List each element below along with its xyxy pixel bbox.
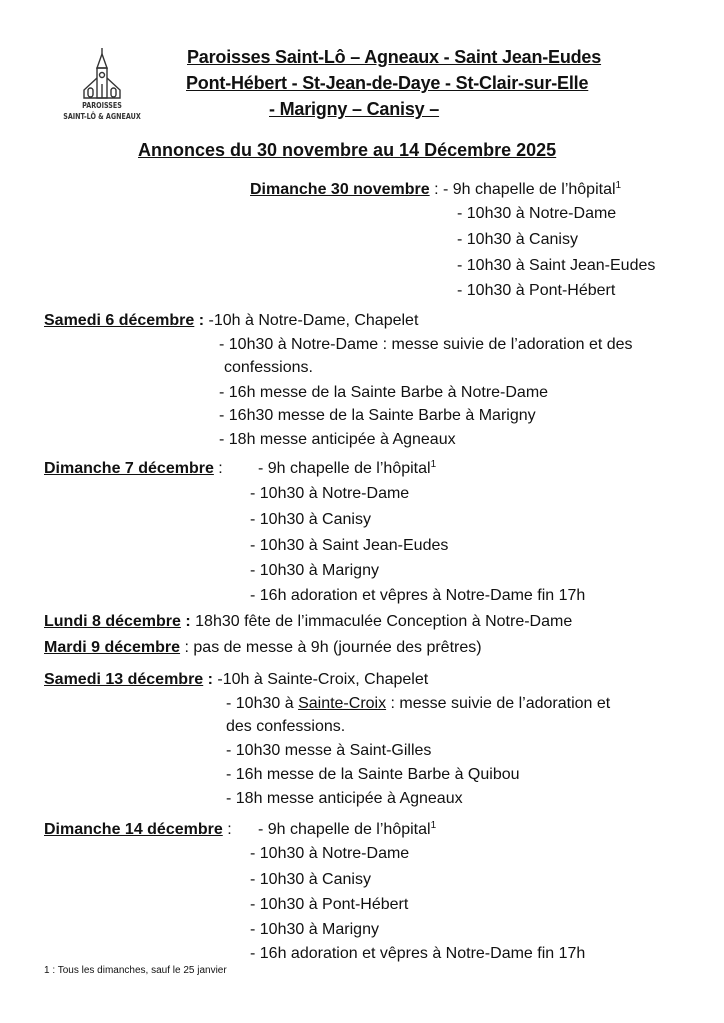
schedule-item: - 10h30 à — [226, 695, 299, 712]
location-underlined: Sainte-Croix — [298, 695, 387, 712]
separator: : — [180, 639, 194, 656]
schedule-item: - 18h messe anticipée à Agneaux — [219, 431, 456, 448]
separator: : — [213, 460, 223, 477]
footnote-ref: 1 — [430, 459, 437, 470]
logo-line-2: SAINT-LÔ & AGNEAUX — [63, 112, 141, 121]
day-entry-7-dec — [44, 459, 223, 479]
schedule-item-row — [258, 820, 436, 840]
schedule-item: - 16h messe de la Sainte Barbe à Quibou — [226, 766, 520, 783]
schedule-item: -10h à Notre-Dame, Chapelet — [208, 312, 419, 329]
day-entry-30-nov — [250, 180, 621, 200]
footnote-ref: 1 — [615, 180, 622, 191]
day-entry-13-dec — [44, 670, 428, 690]
schedule-item: - 10h30 à Saint Jean-Eudes — [457, 257, 656, 274]
schedule-item: - 10h30 à Saint Jean-Eudes — [250, 537, 449, 554]
day-entry-9-dec — [44, 638, 482, 658]
schedule-item: - 10h30 à Notre-Dame — [457, 205, 617, 222]
day-label: Dimanche 14 décembre — [44, 821, 223, 838]
schedule-item-row — [258, 459, 436, 479]
header-line-1: Paroisses Saint-Lô – Agneaux - Saint Jean-Eudes — [187, 47, 602, 67]
schedule-item: - 9h chapelle de l’hôpital — [258, 821, 431, 838]
separator: : — [429, 181, 443, 198]
schedule-item: - 10h30 à Canisy — [250, 511, 371, 528]
schedule-item: - 10h30 à Canisy — [457, 231, 578, 248]
schedule-item: - 10h30 à Marigny — [250, 562, 379, 579]
schedule-item: -10h à Sainte-Croix, Chapelet — [217, 671, 429, 688]
schedule-item: - 16h30 messe de la Sainte Barbe à Marigny — [219, 407, 536, 424]
day-label: Samedi 6 décembre — [44, 312, 195, 329]
schedule-item: pas de messe à 9h (journée des prêtres) — [193, 639, 482, 656]
schedule-item: - 10h30 à Notre-Dame : messe suivie de l’adoration et des — [219, 336, 633, 353]
church-icon — [82, 48, 122, 100]
schedule-item: - 9h chapelle de l’hôpital — [442, 181, 616, 198]
schedule-item: - 10h30 messe à Saint-Gilles — [226, 742, 432, 759]
logo-line-1: PAROISSES — [82, 101, 122, 110]
schedule-item: - 10h30 à Pont-Hébert — [457, 282, 616, 299]
schedule-item: - 18h messe anticipée à Agneaux — [226, 790, 463, 807]
schedule-item: - 9h chapelle de l’hôpital — [258, 460, 431, 477]
footnote-ref: 1 — [430, 820, 437, 831]
day-entry-6-dec — [44, 311, 418, 331]
day-label: Dimanche 7 décembre — [44, 460, 214, 477]
schedule-item: - 16h adoration et vêpres à Notre-Dame fin 17h — [250, 945, 586, 962]
schedule-item-row — [226, 694, 610, 714]
day-entry-8-dec — [44, 612, 572, 632]
day-entry-14-dec — [44, 820, 232, 840]
schedule-item: - 10h30 à Notre-Dame — [250, 845, 410, 862]
day-label: Mardi 9 décembre — [44, 639, 181, 656]
header-line-3: - Marigny – Canisy – — [269, 99, 440, 119]
page-title: Annonces du 30 novembre au 14 Décembre 2025 — [138, 140, 557, 160]
schedule-item: - 16h messe de la Sainte Barbe à Notre-Dame — [219, 384, 549, 401]
schedule-item: - 10h30 à Marigny — [250, 921, 379, 938]
schedule-item: des confessions. — [226, 718, 346, 735]
header-line-2: Pont-Hébert - St-Jean-de-Daye - St-Clair-sur-Elle — [186, 73, 589, 93]
day-label: Dimanche 30 novembre — [250, 181, 430, 198]
day-label: Samedi 13 décembre — [44, 671, 204, 688]
parish-logo — [52, 48, 152, 126]
separator: : — [180, 613, 196, 630]
schedule-item: - 10h30 à Pont-Hébert — [250, 896, 409, 913]
schedule-item: - 16h adoration et vêpres à Notre-Dame fin 17h — [250, 587, 586, 604]
schedule-item: - 10h30 à Notre-Dame — [250, 485, 410, 502]
separator: : — [194, 312, 209, 329]
schedule-item: - 10h30 à Canisy — [250, 871, 371, 888]
schedule-item: confessions. — [224, 359, 313, 376]
schedule-item: 18h30 fête de l’immaculée Conception à Notre-Dame — [195, 613, 573, 630]
separator: : — [222, 821, 232, 838]
separator: : — [203, 671, 218, 688]
schedule-item: : messe suivie de l’adoration et — [386, 695, 611, 712]
day-label: Lundi 8 décembre — [44, 613, 181, 630]
footnote: 1 : Tous les dimanches, sauf le 25 janvier — [44, 965, 227, 976]
